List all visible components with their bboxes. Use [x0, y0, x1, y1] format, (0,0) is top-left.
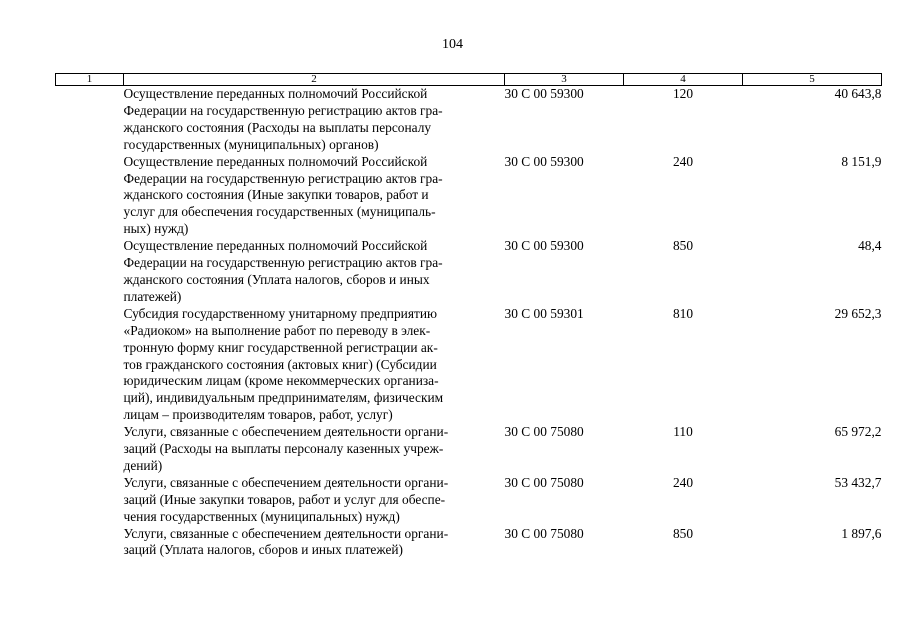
- description-line: Осуществление переданных полномочий Российской: [123, 86, 428, 101]
- expense-type-code: 110: [673, 424, 693, 440]
- target-article-code: 30 С 00 59300: [504, 86, 584, 101]
- description-line: Федерации на государственную регистрацию актов гра-: [123, 102, 443, 118]
- table-row: [56, 86, 882, 154]
- description-line: ных) нужд): [123, 221, 189, 237]
- description-line: Федерации на государственную регистрацию актов гра-: [123, 255, 443, 271]
- target-article-code: 30 С 00 75080: [504, 525, 584, 541]
- description-line: Субсидия государственному унитарному предприятию: [123, 305, 438, 321]
- description-line: ций), индивидуальным предпринимателям, физическим: [123, 390, 444, 406]
- expense-type-code: 240: [672, 153, 694, 169]
- amount-value: 65 972,2: [834, 424, 882, 440]
- row-number-cell: [56, 526, 124, 560]
- description-line: лицам – производителям товаров, работ, услуг): [123, 407, 393, 423]
- row-number-cell: [56, 475, 124, 526]
- amount-value: 8 151,9: [841, 153, 882, 169]
- table-row: [56, 475, 882, 526]
- table-row: [56, 526, 882, 560]
- description-line: Федерации на государственную регистрацию актов гра-: [123, 170, 443, 186]
- row-number-cell: [56, 306, 124, 424]
- expense-description: [124, 424, 505, 475]
- expense-description: [124, 86, 505, 154]
- table-row: [56, 238, 882, 306]
- target-article-code: 30 С 00 59301: [504, 305, 584, 321]
- description-line: тронную форму книг государственной регистрации ак-: [123, 339, 438, 355]
- target-article-code: 30 С 00 59300: [504, 238, 584, 254]
- description-line: дений): [123, 457, 163, 473]
- expense-description: [124, 306, 505, 424]
- row-number-cell: [56, 154, 124, 239]
- table-row: [56, 424, 882, 475]
- col-header-4: 4: [624, 74, 743, 86]
- expense-description: [124, 475, 505, 526]
- row-number-cell: [56, 424, 124, 475]
- col-header-5: 5: [743, 74, 882, 86]
- description-line: Услуги, связанные с обеспечением деятельности органи-: [123, 525, 449, 541]
- description-line: заций (Иные закупки товаров, работ и услуг для обеспе-: [123, 491, 446, 507]
- description-line: юридическим лицам (кроме некоммерческих организа-: [123, 373, 439, 389]
- expense-type-code: 240: [672, 474, 694, 490]
- table-row: [56, 154, 882, 239]
- header-row: [56, 74, 882, 86]
- description-line: Услуги, связанные с обеспечением деятельности органи-: [123, 474, 449, 490]
- expense-type-code: 850: [672, 238, 694, 254]
- description-line: жданского состояния (Иные закупки товаров, работ и: [123, 187, 429, 203]
- budget-table: [55, 73, 882, 559]
- description-line: заций (Уплата налогов, сборов и иных платежей): [123, 542, 404, 558]
- amount-value: 29 652,3: [834, 305, 882, 321]
- description-line: Осуществление переданных полномочий Российской: [123, 153, 428, 169]
- description-line: платежей): [123, 288, 182, 304]
- expense-description: [124, 526, 505, 560]
- col-header-3: 3: [505, 74, 624, 86]
- col-header-2: 2: [124, 74, 505, 86]
- page-number: 104: [442, 37, 463, 52]
- description-line: услуг для обеспечения государственных (муниципаль-: [123, 204, 436, 220]
- row-number-cell: [56, 86, 124, 154]
- expense-description: [124, 238, 505, 306]
- target-article-code: 30 С 00 59300: [504, 153, 584, 169]
- description-line: Услуги, связанные с обеспечением деятельности органи-: [123, 424, 449, 440]
- description-line: жданского состояния (Расходы на выплаты персоналу: [123, 119, 432, 135]
- table-row: [56, 306, 882, 424]
- target-article-code: 30 С 00 75080: [504, 424, 584, 440]
- amount-value: 1 897,6: [841, 525, 882, 541]
- table-body: [56, 86, 882, 560]
- expense-type-code: 120: [672, 86, 694, 101]
- expense-type-code: 850: [672, 525, 694, 541]
- expense-type-code: 810: [672, 305, 694, 321]
- amount-value: 40 643,8: [834, 86, 882, 101]
- amount-value: 48,4: [858, 238, 882, 254]
- description-line: чения государственных (муниципальных) нужд): [123, 508, 400, 524]
- target-article-code: 30 С 00 75080: [504, 474, 584, 490]
- description-line: «Радиоком» на выполнение работ по переводу в элек-: [123, 322, 431, 338]
- amount-value: 53 432,7: [834, 474, 882, 490]
- description-line: заций (Расходы на выплаты персоналу казенных учреж-: [123, 441, 444, 457]
- expense-description: [124, 154, 505, 239]
- row-number-cell: [56, 238, 124, 306]
- col-header-1: 1: [56, 74, 124, 86]
- description-line: тов гражданского состояния (актовых книг) (Субсидии: [123, 356, 437, 372]
- description-line: Осуществление переданных полномочий Российской: [123, 238, 428, 254]
- description-line: жданского состояния (Уплата налогов, сборов и иных: [123, 271, 430, 287]
- description-line: государственных (муниципальных) органов): [123, 136, 379, 152]
